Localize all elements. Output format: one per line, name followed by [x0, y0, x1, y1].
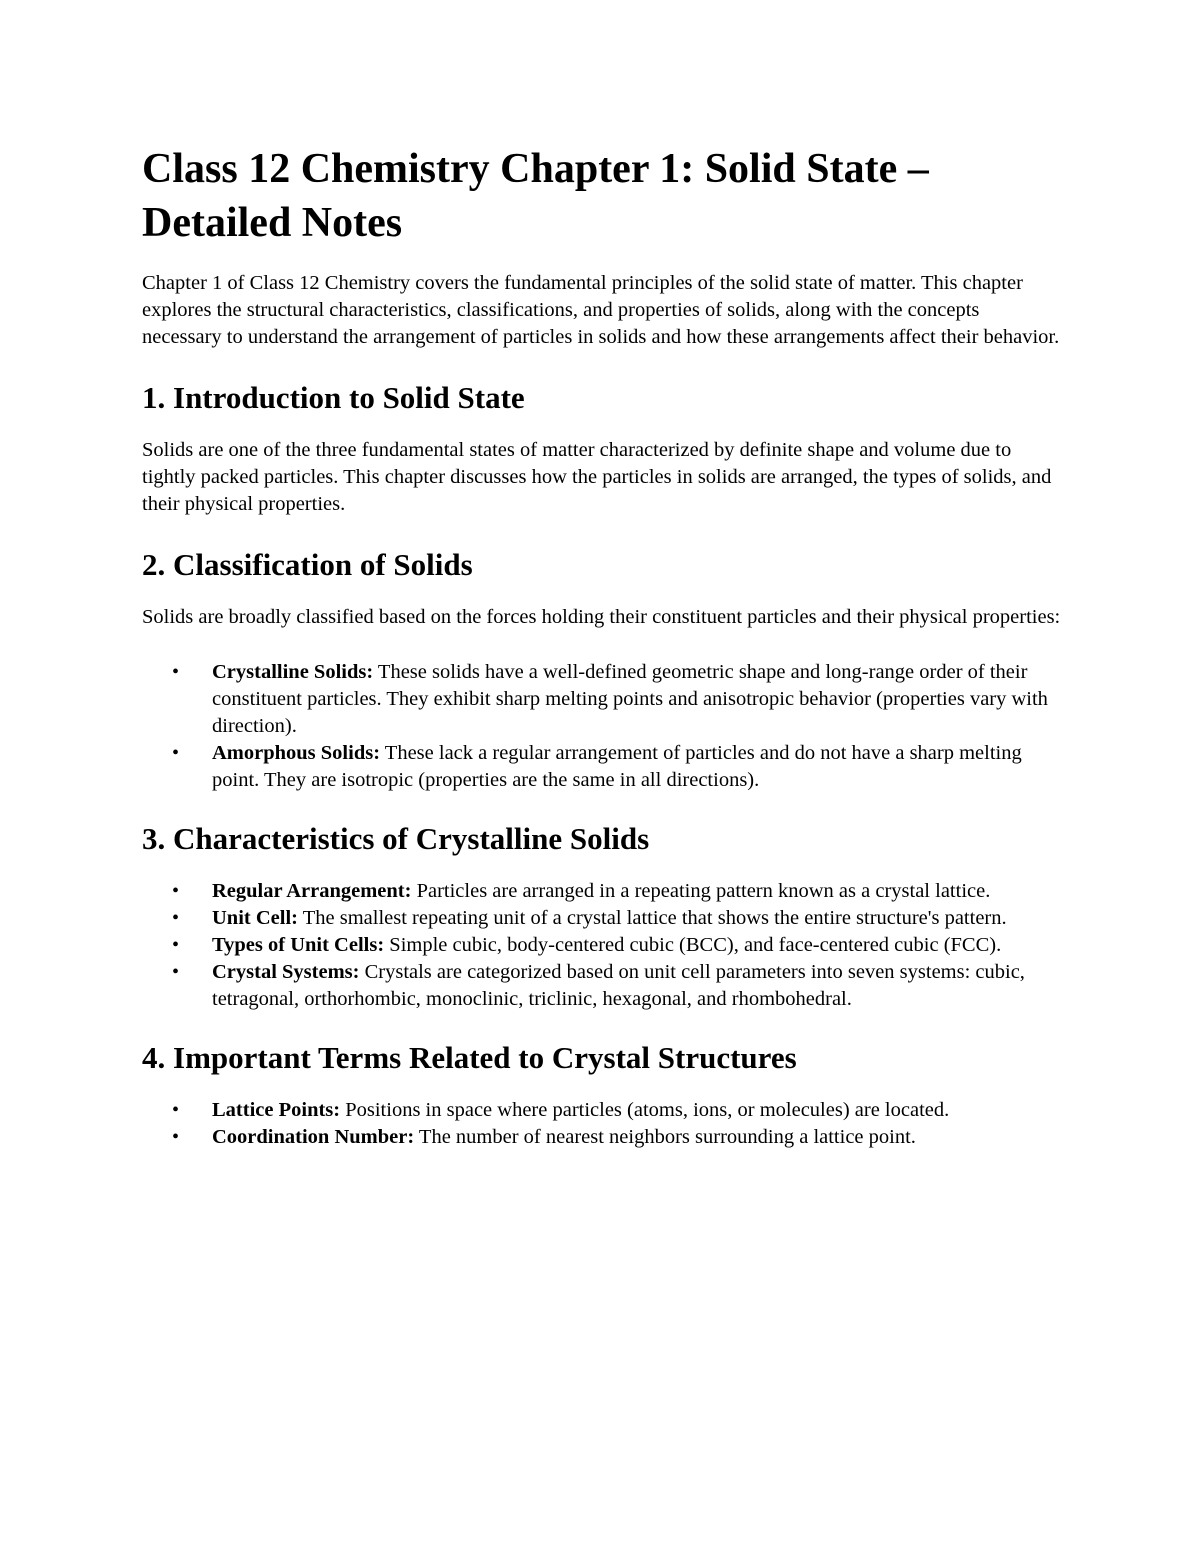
list-item — [142, 1097, 1062, 1124]
list-item-term: Regular Arrangement: — [212, 880, 412, 902]
list-item — [142, 932, 1062, 959]
section-heading-characteristics: 3. Characteristics of Crystalline Solids — [142, 821, 650, 856]
document-page — [142, 142, 1062, 1177]
list-item-text: These solids have a well-defined geometric shape and long-range order of their constituent particles. They exhibit sharp melting points and anisotropic behavior (properties vary with direction). — [212, 661, 1048, 737]
bullet-icon: • — [172, 934, 180, 956]
list-item-text: Particles are arranged in a repeating pattern known as a crystal lattice. — [411, 880, 991, 902]
bullet-icon: • — [172, 742, 180, 764]
characteristics-list — [142, 878, 1062, 1013]
list-item-text: The smallest repeating unit of a crystal lattice that shows the entire structure's pattern. — [297, 907, 1007, 929]
classification-list — [142, 659, 1062, 794]
section-heading-classification: 2. Classification of Solids — [142, 547, 473, 582]
document-title: Class 12 Chemistry Chapter 1: Solid State – Detailed Notes — [142, 146, 929, 246]
list-item-term: Crystalline Solids: — [212, 661, 374, 683]
list-item — [142, 959, 1062, 1013]
list-item — [142, 878, 1062, 905]
bullet-icon: • — [172, 880, 180, 902]
list-item — [142, 1124, 1062, 1151]
bullet-icon: • — [172, 1099, 180, 1121]
list-item-term: Amorphous Solids: — [212, 742, 381, 764]
list-item-term: Coordination Number: — [212, 1126, 415, 1148]
list-item-text: The number of nearest neighbors surrounding a lattice point. — [414, 1126, 916, 1148]
list-item-term: Types of Unit Cells: — [212, 934, 385, 956]
bullet-icon: • — [172, 1126, 180, 1148]
list-item — [142, 905, 1062, 932]
section-paragraph-introduction: Solids are one of the three fundamental states of matter characterized by definite shape and volume due to tightly packed particles. This chapter discusses how the particles in solids are arranged, the types of solids, and their physical properties. — [142, 439, 1052, 515]
list-item-text: Crystals are categorized based on unit cell parameters into seven systems: cubic, tetragonal, orthorhombic, monoclinic, triclinic, hexagonal, and rhombohedral. — [212, 961, 1025, 1010]
list-item — [142, 740, 1062, 794]
list-item-text: Positions in space where particles (atoms, ions, or molecules) are located. — [340, 1099, 950, 1121]
list-item-term: Lattice Points: — [212, 1099, 341, 1121]
section-paragraph-classification: Solids are broadly classified based on the forces holding their constituent particles and their physical properties: — [142, 606, 1061, 628]
bullet-icon: • — [172, 661, 180, 683]
list-item-term: Unit Cell: — [212, 907, 298, 929]
list-item — [142, 659, 1062, 740]
bullet-icon: • — [172, 961, 180, 983]
important-terms-list — [142, 1097, 1062, 1151]
bullet-icon: • — [172, 907, 180, 929]
intro-paragraph: Chapter 1 of Class 12 Chemistry covers the fundamental principles of the solid state of matter. This chapter explores the structural characteristics, classifications, and properties of solids, along with the concepts necessary to understand the arrangement of particles in solids and how these arrangements affect their behavior. — [142, 272, 1060, 348]
list-item-text: Simple cubic, body-centered cubic (BCC), and face-centered cubic (FCC). — [384, 934, 1002, 956]
section-heading-important-terms: 4. Important Terms Related to Crystal Structures — [142, 1040, 797, 1075]
section-heading-introduction: 1. Introduction to Solid State — [142, 380, 525, 415]
list-item-term: Crystal Systems: — [212, 961, 360, 983]
list-item-text: These lack a regular arrangement of particles and do not have a sharp melting point. They are isotropic (properties are the same in all directions). — [212, 742, 1022, 791]
